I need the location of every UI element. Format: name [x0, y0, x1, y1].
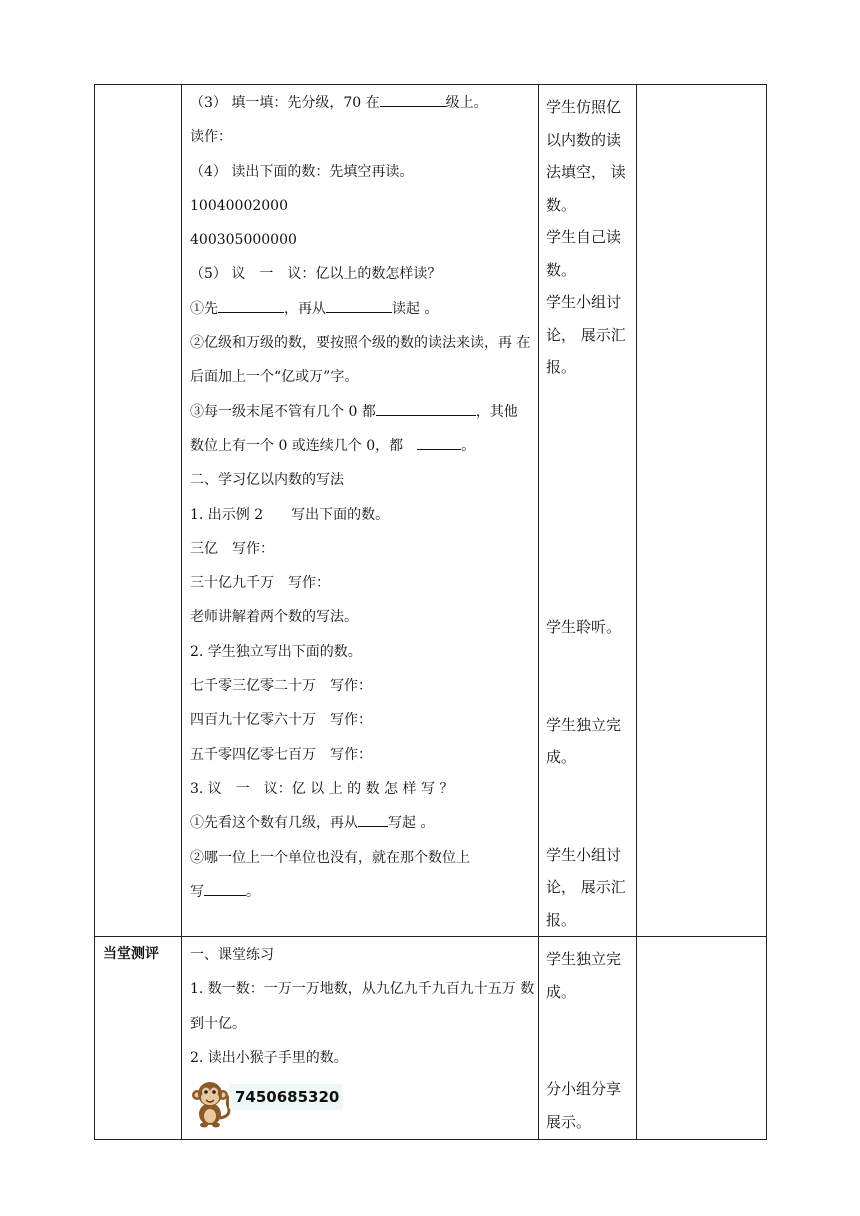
- fill-in-blank: [358, 811, 388, 827]
- activity-line: [546, 481, 632, 514]
- content-line: [182, 703, 538, 737]
- text-segment: 七千零三亿零二十万 写作：: [190, 678, 372, 695]
- content-line: [182, 189, 538, 223]
- content-line: [182, 806, 538, 840]
- stage-label-cell: [95, 85, 182, 937]
- activity-line: 论， 展示汇: [546, 325, 626, 344]
- text-segment: ②哪一位上一个单位也没有，就在那个数位上: [190, 849, 470, 866]
- activity-line: 展示。: [546, 1112, 592, 1131]
- text-segment: ②亿级和万级的数，要按照个级的数的读法来读，再 在: [190, 335, 531, 352]
- content-line: 2. 读出小猴子手里的数。: [190, 1049, 348, 1066]
- text-segment: 二、学习亿以内数的写法: [190, 472, 344, 489]
- content-line: [182, 772, 538, 806]
- text-segment: 。: [246, 883, 260, 900]
- text-segment: 三亿 写作：: [190, 540, 274, 557]
- activity-line: [546, 1008, 632, 1041]
- content-line: [182, 86, 538, 120]
- activity-line: [546, 449, 632, 482]
- content-line: [182, 155, 538, 189]
- fill-in-blank: [417, 434, 461, 450]
- text-segment: 读起 。: [392, 300, 439, 317]
- content-line: [182, 875, 538, 909]
- activity-line: 数。: [546, 260, 577, 279]
- content-line: [182, 463, 538, 497]
- table-row: [95, 937, 767, 1140]
- activity-line: 学生独立完: [546, 715, 622, 734]
- notes-cell: [637, 937, 767, 1140]
- activity-line: 报。: [546, 358, 577, 376]
- lesson-plan-table: [94, 84, 767, 1140]
- student-activity-cell: [539, 937, 637, 1140]
- teaching-content: [182, 85, 538, 909]
- content-line: [182, 498, 538, 532]
- stage-label-cell: [95, 937, 182, 1140]
- activity-line: 学生聆听。: [546, 618, 622, 636]
- text-segment: （3） 填一填：先分级，70 在: [190, 95, 380, 111]
- activity-line: [546, 1041, 632, 1074]
- text-segment: 老师讲解着两个数的写法。: [190, 609, 358, 626]
- text-segment: 写起 。: [388, 815, 435, 832]
- text-segment: 数位上有一个 0 或连续几个 0，都: [190, 437, 418, 454]
- content-line: [182, 429, 538, 463]
- activity-line: [546, 806, 632, 839]
- content-line: 1. 数一数：一万一万地数，从九亿九千九百九十五万 数: [190, 981, 535, 998]
- activity-line: [546, 416, 632, 449]
- activity-line: [546, 644, 632, 677]
- number-label: 7450685320: [229, 1084, 343, 1110]
- content-line: [182, 600, 538, 634]
- monkey-icon: [190, 1078, 234, 1128]
- content-line: [182, 566, 538, 600]
- student-activity: [539, 85, 636, 936]
- activity-line: 以内数的读: [546, 130, 622, 149]
- stage-label: 当堂测评: [103, 946, 159, 962]
- content-line: [182, 532, 538, 566]
- text-segment: 。: [461, 437, 476, 454]
- fill-in-blank: [218, 297, 284, 313]
- content-line: [182, 841, 538, 875]
- text-segment: 级上。: [445, 95, 488, 111]
- activity-line: 学生小组讨: [546, 845, 622, 864]
- text-segment: 读作：: [190, 129, 232, 146]
- exercise-content: [182, 937, 538, 1075]
- teaching-content-cell: [182, 85, 539, 937]
- fill-in-blank: [326, 297, 392, 313]
- content-line: [182, 635, 538, 669]
- fill-in-blank: [380, 91, 446, 107]
- activity-line: [546, 579, 632, 612]
- notes-cell: [637, 85, 767, 937]
- content-line: [182, 120, 538, 154]
- text-segment: 400305000000: [190, 232, 297, 249]
- fill-in-blank: [376, 400, 476, 416]
- content-line: 到十亿。: [190, 1015, 246, 1032]
- text-segment: 后面加上一个“亿或万”字。: [190, 369, 359, 386]
- activity-line: [546, 384, 632, 417]
- text-segment: 3. 议 一 议：亿 以 上 的 数 怎 样 写 ？: [190, 780, 454, 797]
- text-segment: （4） 读出下面的数：先填空再读。: [190, 163, 414, 180]
- text-segment: ，再从: [284, 300, 326, 317]
- activity-line: 论， 展示汇: [546, 878, 626, 896]
- activity-line: 学生独立完: [546, 950, 622, 968]
- content-line: [182, 360, 538, 394]
- activity-line: [546, 546, 632, 579]
- activity-line: 学生仿照亿: [546, 98, 622, 116]
- text-segment: 2. 学生独立写出下面的数。: [190, 643, 362, 660]
- content-line: [182, 395, 538, 429]
- text-segment: （5） 议 一 议：亿以上的数怎样读？: [190, 266, 442, 283]
- student-activity: [539, 937, 636, 1138]
- text-segment: 四百九十亿零六十万 写作：: [190, 712, 372, 729]
- activity-line: 报。: [546, 910, 577, 929]
- text-segment: ③每一级末尾不管有几个 0 都: [190, 403, 376, 420]
- table-row: [95, 85, 767, 937]
- activity-line: 分小组分享: [546, 1080, 622, 1098]
- text-segment: 写: [190, 883, 204, 900]
- text-segment: 三十亿九千万 写作：: [190, 575, 330, 592]
- activity-line: 学生自己读: [546, 228, 622, 246]
- content-line: 一、课堂练习: [190, 947, 274, 963]
- activity-line: 成。: [546, 748, 577, 766]
- text-segment: ①先看这个数有几级，再从: [190, 815, 358, 832]
- activity-line: 法填空， 读: [546, 163, 626, 181]
- teaching-content-cell: [182, 937, 539, 1140]
- activity-line: 数。: [546, 195, 577, 214]
- text-segment: 10040002000: [190, 197, 288, 214]
- text-segment: ，其他: [475, 403, 518, 420]
- monkey-number-row: [182, 1075, 538, 1135]
- student-activity-cell: [539, 85, 637, 937]
- content-line: [182, 292, 538, 326]
- text-segment: 五千零四亿零七百万 写作：: [190, 746, 372, 763]
- content-line: [182, 669, 538, 703]
- activity-line: 学生小组讨: [546, 293, 622, 311]
- text-segment: 1. 出示例 2 写出下面的数。: [190, 506, 390, 523]
- activity-line: [546, 774, 632, 807]
- content-line: [182, 326, 538, 360]
- activity-line: [546, 676, 632, 709]
- activity-line: 成。: [546, 982, 577, 1001]
- text-segment: ①先: [190, 300, 218, 317]
- fill-in-blank: [204, 880, 246, 896]
- content-line: [182, 223, 538, 257]
- activity-line: [546, 514, 632, 547]
- content-line: [182, 738, 538, 772]
- content-line: [182, 257, 538, 291]
